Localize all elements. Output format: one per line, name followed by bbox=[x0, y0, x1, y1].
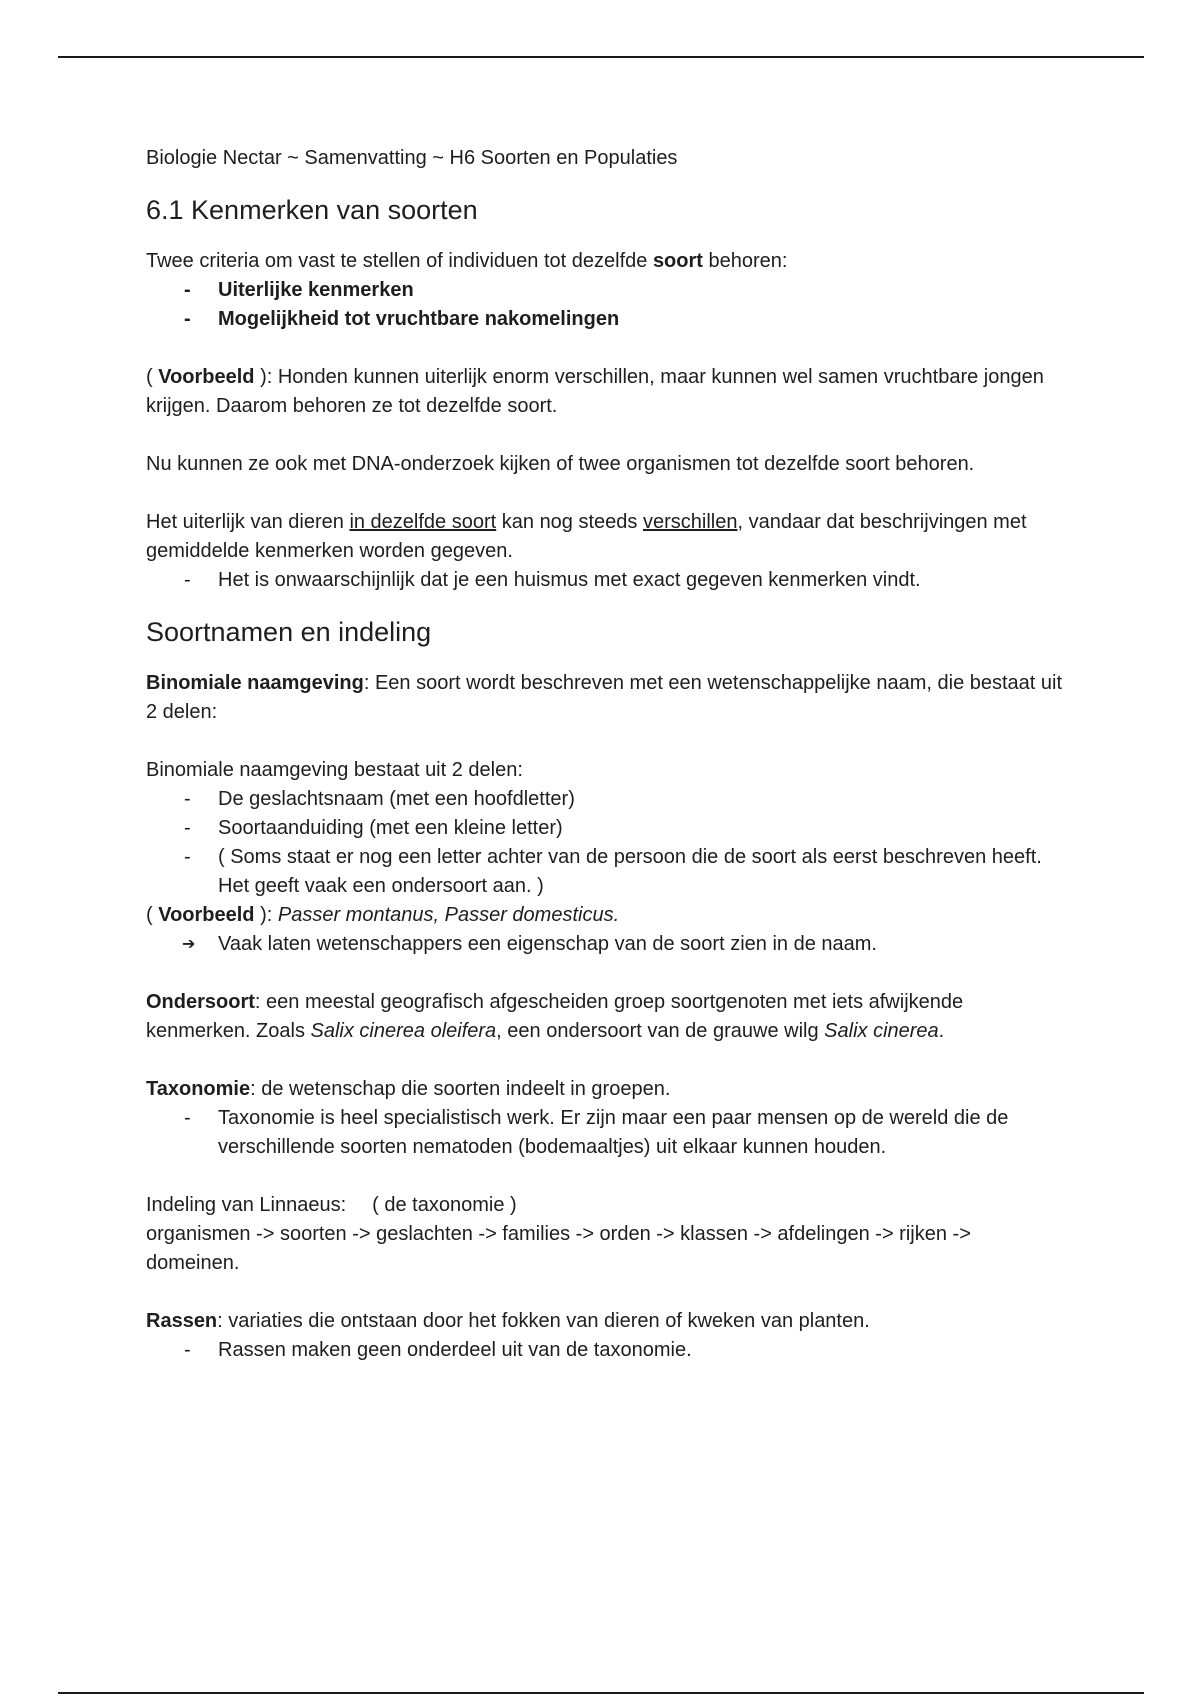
list-item: - Rassen maken geen onderdeel uit van de taxonomie. bbox=[146, 1336, 1066, 1365]
list-item: - Taxonomie is heel specialistisch werk. Er zijn maar een paar mensen op de wereld die de verschillende soorten nematoden (bodemaaltjes) uit elkaar kunnen houden. bbox=[146, 1104, 1066, 1162]
species-name: Salix cinerea oleifera bbox=[310, 1020, 497, 1042]
list-item: - Soortaanduiding (met een kleine letter) bbox=[146, 814, 1066, 843]
example-label: Voorbeeld bbox=[158, 904, 255, 926]
variation-paragraph bbox=[146, 508, 1066, 566]
binomial-parts-list bbox=[146, 785, 1066, 901]
term-bold: Rassen bbox=[146, 1310, 218, 1332]
list-item: - Mogelijkheid tot vruchtbare nakomelingen bbox=[146, 305, 1066, 334]
term-bold: Taxonomie bbox=[146, 1078, 251, 1100]
criteria-intro-text-end: behoren: bbox=[702, 250, 788, 272]
example-sparrows bbox=[146, 901, 1066, 930]
list-item: - Het is onwaarschijnlijk dat je een huismus met exact gegeven kenmerken vindt. bbox=[146, 566, 1066, 595]
variation-list bbox=[146, 566, 1066, 595]
bottom-rule bbox=[58, 1692, 1144, 1694]
linnaeus-label: Indeling van Linnaeus: bbox=[146, 1194, 347, 1216]
species-name: Salix cinerea bbox=[824, 1020, 939, 1042]
term-bold: Ondersoort bbox=[146, 991, 255, 1013]
paren-open: ( bbox=[146, 904, 159, 926]
example-label: Voorbeeld bbox=[158, 366, 255, 388]
variation-text: kan nog steeds bbox=[496, 511, 643, 533]
top-rule bbox=[58, 56, 1144, 58]
variation-text: , vandaar dat beschrijvingen met gemiddelde kenmerken worden gegeven. bbox=[146, 511, 1027, 562]
variation-text: Het uiterlijk van dieren bbox=[146, 511, 350, 533]
definition-text: , een ondersoort van de grauwe wilg bbox=[496, 1020, 825, 1042]
criteria-intro-bold: soort bbox=[652, 250, 703, 272]
underlined-phrase: in dezelfde soort bbox=[349, 511, 497, 533]
example-text: ): bbox=[254, 904, 278, 926]
linnaeus-chain: organismen -> soorten -> geslachten -> families -> orden -> klassen -> afdelingen -> rijken -> domeinen. bbox=[146, 1223, 971, 1274]
criteria-intro-text: Twee criteria om vast te stellen of individuen tot dezelfde bbox=[146, 250, 653, 272]
taxonomy-definition bbox=[146, 1075, 1066, 1104]
example-dogs bbox=[146, 363, 1066, 421]
term-bold: Binomiale naamgeving bbox=[146, 672, 364, 694]
breeds-definition bbox=[146, 1307, 1066, 1336]
linnaeus-heading bbox=[146, 1191, 1066, 1220]
species-names: Passer montanus, Passer domesticus. bbox=[277, 904, 620, 926]
breeds-list bbox=[146, 1336, 1066, 1365]
definition-text: : de wetenschap die soorten indeelt in groepen. bbox=[250, 1078, 671, 1100]
arrow-list bbox=[146, 930, 1066, 959]
subspecies-definition bbox=[146, 988, 1066, 1046]
criteria-intro bbox=[146, 247, 1066, 276]
document-header: Biologie Nectar ~ Samenvatting ~ H6 Soorten en Populaties bbox=[146, 147, 678, 169]
definition-text: : Een soort wordt beschreven met een wetenschappelijke naam, die bestaat uit 2 delen: bbox=[146, 672, 1063, 723]
example-text: ): Honden kunnen uiterlijk enorm verschillen, maar kunnen wel samen vruchtbare jongen krijgen. Daarom behoren ze tot dezelfde soort. bbox=[146, 366, 1044, 417]
definition-text: : variaties die ontstaan door het fokken van dieren of kweken van planten. bbox=[217, 1310, 870, 1332]
dna-paragraph: Nu kunnen ze ook met DNA-onderzoek kijken of twee organismen tot dezelfde soort behoren. bbox=[146, 453, 975, 475]
binomial-parts-intro: Binomiale naamgeving bestaat uit 2 delen: bbox=[146, 759, 523, 781]
underlined-phrase: verschillen bbox=[642, 511, 738, 533]
binomial-definition bbox=[146, 669, 1066, 727]
linnaeus-note: ( de taxonomie ) bbox=[372, 1194, 517, 1216]
taxonomy-list bbox=[146, 1104, 1066, 1162]
list-item: ➔ Vaak laten wetenschappers een eigenschap van de soort zien in de naam. bbox=[146, 930, 1066, 959]
document-body bbox=[146, 144, 1066, 1365]
definition-text: : een meestal geografisch afgescheiden groep soortgenoten met iets afwijkende kenmerken. Zoals bbox=[146, 991, 964, 1042]
definition-text: . bbox=[938, 1020, 945, 1042]
section-title-soortnamen: Soortnamen en indeling bbox=[146, 617, 432, 647]
list-item: - Uiterlijke kenmerken bbox=[146, 276, 1066, 305]
list-item: - De geslachtsnaam (met een hoofdletter) bbox=[146, 785, 1066, 814]
criteria-list bbox=[146, 276, 1066, 334]
section-title-kenmerken: 6.1 Kenmerken van soorten bbox=[146, 195, 478, 225]
list-item: - ( Soms staat er nog een letter achter van de persoon die de soort als eerst beschreven heeft. Het geeft vaak een ondersoort aan. ) bbox=[146, 843, 1066, 901]
paren-open: ( bbox=[146, 366, 159, 388]
